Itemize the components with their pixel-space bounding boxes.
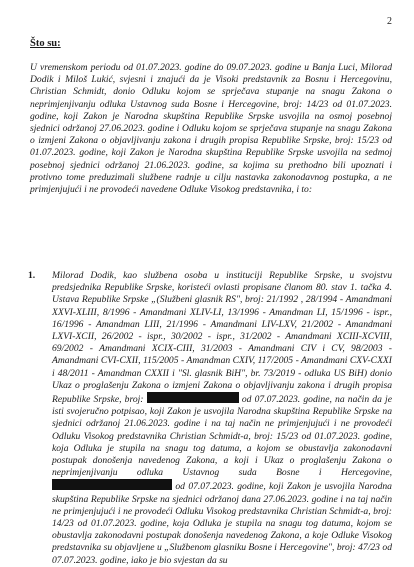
list-item-1: [28, 270, 392, 567]
redaction-block: [52, 479, 172, 490]
item-text-part-1: Milorad Dodik, kao službena osoba u instituciji Republike Srpske, u svojstvu predsjednika Republike Srpske, koristeći ovlasti propisane članom 80. stav 1. tačka 4. Ustava Republike Srpske „(Službeni glasnik RS", broj: 21/1992 , 28/1994 - Amandmani XXVI-XLIII, 8/1996 - Amandmani XLIV-LI, 13/1996 - Amandman LI, 15/1996 - ispr., 16/1996 - Amandman LIII, 21/1996 - Amandmani LIV-LXV, 21/2002 - Amandmani LXVI-XCII, 26/2002 - ispr., 30/2002 - ispr., 31/2002 - Amandmani XCIII-XCVIII, 69/2002 - Amandmani XCIX-CIII, 31/2003 - Amandmani CIV i CV, 98/2003 - Amandmani CVI-CXII, 115/2005 - Amandman CXIV, 117/2005 - Amandmani CXV-CXXI i 48/2011 - Amandman CXXII i "Sl. glasnik BiH", br. 73/2019 - odluka US BiH) donio Ukaz o proglašenju Zakona o izmjeni Zakona o objavljivanju zakona i drugih propisa Republike Srpske, broj:: [52, 270, 392, 406]
list-item-text: [52, 270, 392, 567]
item-text-part-2: od 07.07.2023. godine, na način da je isti svojeručno potpisao, koji Zakon je usvojila Narodna skupština Republike Srpske na sjednici održanoj 21.06.2023. godine i na taj način ne primjenjujući i ne provodeći Odluku Visokog predstavnika Christian Schmidt-a, broj: 15/23 od 01.07.2023. godine, koja Odluka je stupila na snagu tog datuma, a kojom se obustavlja zakonodavni postupak donošenja navedenog Zakona, a koji i Ukaz o proglašenju Zakona o neprimjenjivanju odluka Ustavnog suda Bosne i Hercegovine,: [52, 394, 392, 479]
list-item-number: 1.: [28, 270, 36, 281]
intro-paragraph: U vremenskom periodu od 01.07.2023. godine do 09.07.2023. godine u Banja Luci, Milorad Dodik i Miloš Lukić, svjesni i znajući da je Visoki predstavnik za Bosnu i Hercegovinu, Christian Schmidt, donio Odluku kojom se sprječava stupanje na snagu Zakona o neprimjenjivanju odluka Ustavnog suda Bosne i Hercegovine, broj: 14/23 od 01.07.2023. godine, koji Zakon je Narodna skupština Republike Srpske usvojila na osmoj posebnoj sjednici održanoj 27.06.2023. godine i Odluku kojom se sprječava stupanje na snagu Zakona o izmjeni Zakona o objavljivanju zakona i drugih propisa Republike Srpske, broj: 15/23 od 01.07.2023. godine, koji Zakon je Narodna skupština Republike Srpske usvojila na sedmoj posebnoj sjednici održanoj 21.06.2023. godine, sa kojima su prethodno bili upoznati i protivno tome preduzimali službene radnje u cilju nastavka zakonodavnog postupka, a ne primjenjujući i ne provodeći navedene Odluke Visokog predstavnika, i to:: [30, 62, 392, 196]
redaction-block: [147, 392, 239, 403]
item-text-part-3: od 07.07.2023. godine, koji Zakon je usvojila Narodna skupština Republike Srpske na sjednici održanoj dana 27.06.2023. godine i na taj način ne primjenjujući i ne provodeći Odluku Visokog predstavnika Christian Schmidt-a, broj: 14/23 od 01.07.2023. godine, koja Odluka je stupila na snagu tog datuma, kojom se obustavlja zakonodavni postupak donošenja navedenog Zakona, a koje Odluke Visokog predstavnika su objavljene u „Službenom glasniku Bosne i Hercegovine", broj: 47/23 od 07.07.2023. godine, iako je bio svjestan da su: [52, 481, 392, 566]
section-heading: Što su:: [30, 38, 61, 49]
page-number: 2: [387, 16, 392, 27]
